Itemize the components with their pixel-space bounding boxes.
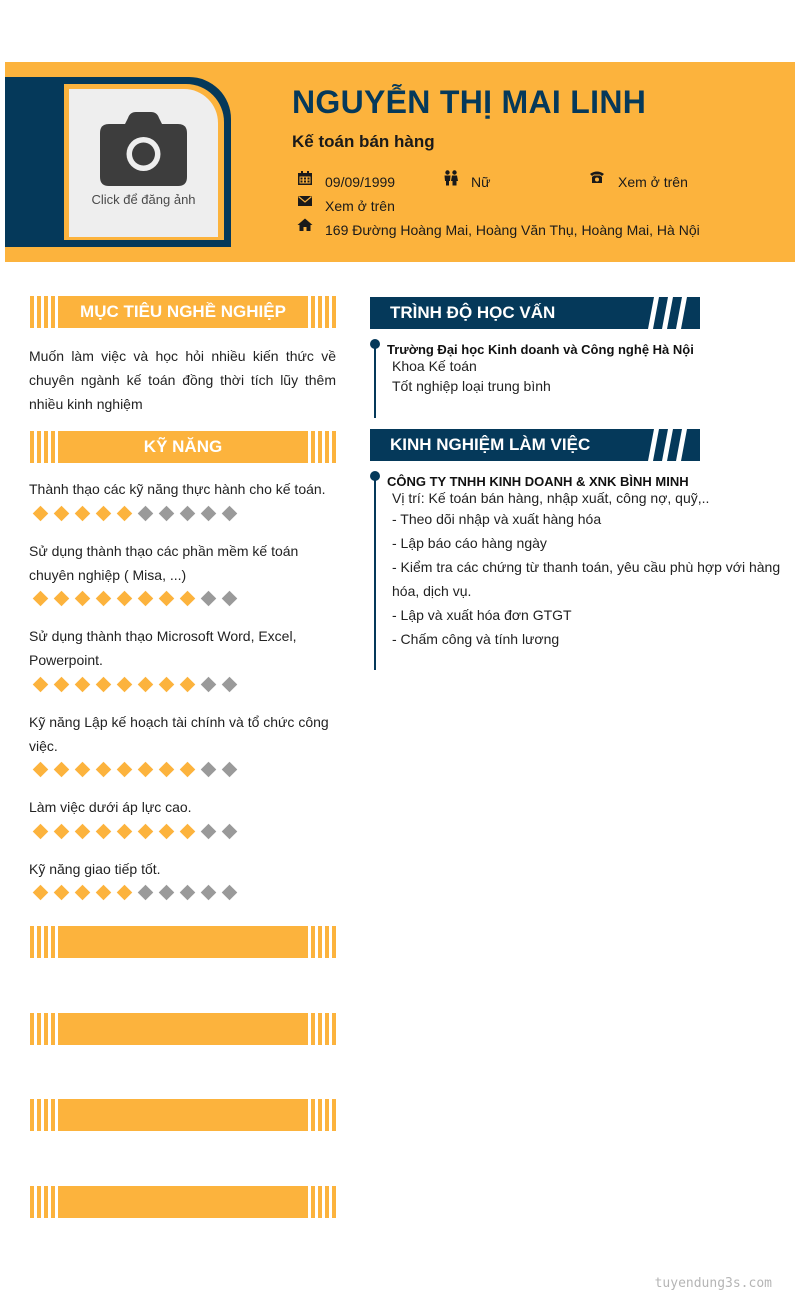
duty-item: - Theo dõi nhập và xuất hàng hóa <box>392 511 602 527</box>
skill-rating <box>32 762 237 778</box>
rating-diamond-empty <box>221 762 237 778</box>
rating-diamond-filled <box>74 506 90 522</box>
skill-rating <box>32 591 237 607</box>
duty-item: - Lập và xuất hóa đơn GTGT <box>392 607 572 623</box>
birthday: 09/09/1999 <box>325 174 396 190</box>
rating-diamond-empty <box>137 885 153 901</box>
rating-diamond-filled <box>74 885 90 901</box>
rating-diamond-filled <box>116 824 132 840</box>
rating-diamond-filled <box>137 762 153 778</box>
rating-diamond-empty <box>200 885 216 901</box>
rating-diamond-empty <box>221 824 237 840</box>
timeline-line <box>374 344 376 418</box>
address: 169 Đường Hoàng Mai, Hoàng Văn Thụ, Hoàng Mai, Hà Nội <box>325 222 700 238</box>
skill-label: Làm việc dưới áp lực cao. <box>29 799 192 815</box>
rating-diamond-filled <box>116 885 132 901</box>
rating-diamond-filled <box>95 506 111 522</box>
rating-diamond-filled <box>179 824 195 840</box>
rating-diamond-filled <box>32 677 48 693</box>
rating-diamond-empty <box>137 506 153 522</box>
rating-diamond-filled <box>53 591 69 607</box>
rating-diamond-filled <box>158 824 174 840</box>
rating-diamond-filled <box>74 762 90 778</box>
rating-diamond-filled <box>116 591 132 607</box>
rating-diamond-filled <box>53 762 69 778</box>
skill-label: Sử dụng thành thạo các phần mềm kế toán chuyên nghiệp ( Misa, ...) <box>29 543 299 583</box>
watermark: tuyendung3s.com <box>654 1276 772 1291</box>
rating-diamond-filled <box>95 677 111 693</box>
job-title: Kế toán bán hàng <box>292 132 435 151</box>
skill-label: Sử dụng thành thạo Microsoft Word, Excel, Powerpoint. <box>29 628 297 668</box>
rating-diamond-filled <box>158 762 174 778</box>
rating-diamond-filled <box>53 677 69 693</box>
rating-diamond-empty <box>179 885 195 901</box>
rating-diamond-filled <box>95 885 111 901</box>
section-title: TRÌNH ĐỘ HỌC VẤN <box>390 303 556 322</box>
section-header-objective <box>30 296 336 328</box>
gender-icon <box>443 170 459 186</box>
rating-diamond-filled <box>137 824 153 840</box>
calendar-icon <box>297 170 313 186</box>
timeline-line <box>374 476 376 670</box>
rating-diamond-filled <box>95 762 111 778</box>
rating-diamond-filled <box>95 591 111 607</box>
rating-diamond-filled <box>32 762 48 778</box>
rating-diamond-empty <box>200 762 216 778</box>
rating-diamond-filled <box>32 591 48 607</box>
email: Xem ở trên <box>325 198 395 214</box>
rating-diamond-filled <box>32 885 48 901</box>
skill-rating <box>32 677 237 693</box>
position: Vị trí: Kế toán bán hàng, nhập xuất, công nợ, quỹ,.. <box>392 490 710 506</box>
skill-label: Thành thạo các kỹ năng thực hành cho kế toán. <box>29 481 326 497</box>
home-icon <box>297 217 313 233</box>
rating-diamond-empty <box>200 677 216 693</box>
objective-text: Muốn làm việc và học hỏi nhiều kiến thức về chuyên ngành kế toán đồng thời tích lũy thêm nhiều kinh nghiệm <box>29 348 336 412</box>
section-title: KỸ NĂNG <box>143 437 223 456</box>
rating-diamond-empty <box>200 506 216 522</box>
graduation-result: Tốt nghiệp loại trung bình <box>392 378 551 394</box>
rating-diamond-filled <box>32 506 48 522</box>
rating-diamond-filled <box>116 506 132 522</box>
section-header-experience <box>370 429 700 461</box>
rating-diamond-empty <box>179 506 195 522</box>
rating-diamond-filled <box>53 506 69 522</box>
section-title: KINH NGHIỆM LÀM VIỆC <box>390 435 591 454</box>
section-title: MỤC TIÊU NGHỀ NGHIỆP <box>80 302 286 321</box>
rating-diamond-empty <box>221 885 237 901</box>
duty-item: - Kiểm tra các chứng từ thanh toán, yêu cầu phù hợp với hàng hóa, dịch vụ. <box>392 559 781 599</box>
email-icon <box>297 193 313 209</box>
duty-item: - Lập báo cáo hàng ngày <box>392 535 547 551</box>
rating-diamond-filled <box>116 762 132 778</box>
rating-diamond-filled <box>179 762 195 778</box>
rating-diamond-filled <box>74 591 90 607</box>
skill-rating <box>32 506 237 522</box>
rating-diamond-filled <box>95 824 111 840</box>
school-name: Trường Đại học Kinh doanh và Công nghệ Hà Nội <box>387 342 694 357</box>
rating-diamond-filled <box>116 677 132 693</box>
rating-diamond-filled <box>179 677 195 693</box>
rating-diamond-filled <box>32 824 48 840</box>
rating-diamond-filled <box>74 677 90 693</box>
rating-diamond-filled <box>179 591 195 607</box>
skill-rating <box>32 824 237 840</box>
section-header-empty <box>30 1013 336 1045</box>
rating-diamond-filled <box>74 824 90 840</box>
rating-diamond-filled <box>158 677 174 693</box>
rating-diamond-filled <box>53 824 69 840</box>
rating-diamond-empty <box>200 591 216 607</box>
rating-diamond-filled <box>53 885 69 901</box>
duty-item: - Chấm công và tính lương <box>392 631 560 647</box>
faculty: Khoa Kế toán <box>392 358 477 374</box>
rating-diamond-empty <box>221 506 237 522</box>
timeline-dot <box>370 339 380 349</box>
rating-diamond-filled <box>137 591 153 607</box>
section-header-education <box>370 297 700 329</box>
section-header-empty <box>30 1186 336 1218</box>
section-header-empty <box>30 1099 336 1131</box>
gender: Nữ <box>471 174 491 190</box>
skill-label: Kỹ năng Lập kế hoạch tài chính và tổ chức công việc. <box>29 714 329 754</box>
candidate-name: NGUYỄN THỊ MAI LINH <box>292 84 647 120</box>
rating-diamond-filled <box>158 591 174 607</box>
rating-diamond-filled <box>137 677 153 693</box>
section-header-empty <box>30 926 336 958</box>
rating-diamond-empty <box>221 677 237 693</box>
section-header-skills <box>30 431 336 463</box>
phone: Xem ở trên <box>618 174 688 190</box>
camera-icon[interactable] <box>100 112 187 186</box>
timeline-dot <box>370 471 380 481</box>
skill-label: Kỹ năng giao tiếp tốt. <box>29 861 161 877</box>
rating-diamond-empty <box>158 885 174 901</box>
rating-diamond-empty <box>200 824 216 840</box>
stripe-decoration <box>640 297 700 329</box>
company-name: CÔNG TY TNHH KINH DOANH & XNK BÌNH MINH <box>387 474 689 489</box>
photo-caption[interactable]: Click để đăng ảnh <box>91 192 196 207</box>
phone-icon <box>589 169 605 185</box>
skill-rating <box>32 885 237 901</box>
rating-diamond-empty <box>158 506 174 522</box>
rating-diamond-empty <box>221 591 237 607</box>
stripe-decoration <box>640 429 700 461</box>
